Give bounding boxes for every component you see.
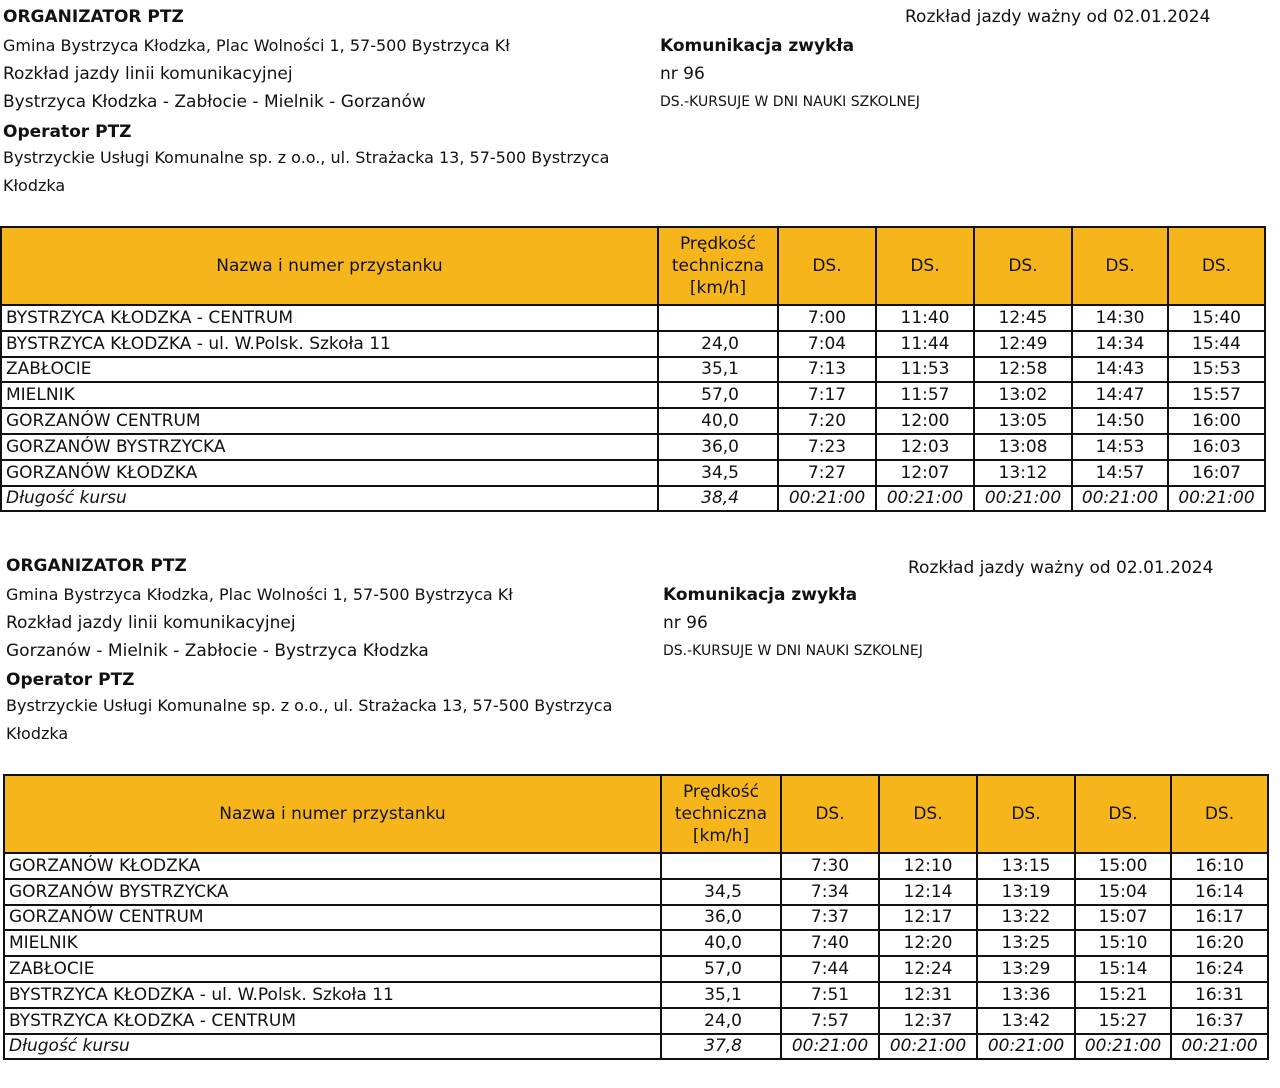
stop-name: BYSTRZYCA KŁODZKA - CENTRUM xyxy=(4,1008,661,1034)
departure-time: 11:53 xyxy=(876,357,974,383)
course-note: DS.-KURSUJE W DNI NAUKI SZKOLNEJ xyxy=(663,643,923,659)
stop-name-header: Nazwa i numer przystanku xyxy=(1,227,658,305)
departure-time: 13:36 xyxy=(977,982,1075,1008)
departure-time: 13:19 xyxy=(977,879,1075,905)
table-row xyxy=(1,305,1265,331)
speed-value: 35,1 xyxy=(661,982,781,1008)
departure-time: 7:30 xyxy=(781,853,879,879)
line-number: nr 96 xyxy=(660,64,705,84)
speed-value: 34,5 xyxy=(661,879,781,905)
organizer-label: ORGANIZATOR PTZ xyxy=(6,556,187,576)
departure-time: 12:10 xyxy=(879,853,977,879)
departure-time: 12:37 xyxy=(879,1008,977,1034)
stop-name: BYSTRZYCA KŁODZKA - ul. W.Polsk. Szkoła 11 xyxy=(1,331,658,357)
table-row xyxy=(1,408,1265,434)
course-duration: 00:21:00 xyxy=(781,1034,879,1060)
stop-name: BYSTRZYCA KŁODZKA - CENTRUM xyxy=(1,305,658,331)
departure-time: 16:00 xyxy=(1168,408,1265,434)
departure-time: 15:57 xyxy=(1168,382,1265,408)
speed-value: 40,0 xyxy=(658,408,778,434)
departure-time: 13:42 xyxy=(977,1008,1075,1034)
schedule-type: Rozkład jazdy linii komunikacyjnej xyxy=(3,64,293,84)
departure-time: 16:07 xyxy=(1168,460,1265,486)
course-duration: 00:21:00 xyxy=(778,486,876,512)
speed-value: 36,0 xyxy=(658,434,778,460)
stop-name: MIELNIK xyxy=(1,382,658,408)
departure-time: 15:00 xyxy=(1075,853,1171,879)
table-row xyxy=(4,956,1268,982)
departure-time: 15:07 xyxy=(1075,905,1171,931)
departure-time: 16:03 xyxy=(1168,434,1265,460)
departure-time: 7:37 xyxy=(781,905,879,931)
departure-time: 14:30 xyxy=(1072,305,1168,331)
course-header: DS. xyxy=(879,775,977,853)
departure-time: 13:25 xyxy=(977,930,1075,956)
course-header: DS. xyxy=(974,227,1072,305)
header-row xyxy=(4,775,1268,853)
departure-time: 15:44 xyxy=(1168,331,1265,357)
speed-header-line3: [km/h] xyxy=(689,278,747,298)
stop-name: GORZANÓW KŁODZKA xyxy=(4,853,661,879)
departure-time: 7:34 xyxy=(781,879,879,905)
stop-name: GORZANÓW CENTRUM xyxy=(1,408,658,434)
service-type: Komunikacja zwykła xyxy=(663,585,858,605)
total-row xyxy=(1,486,1265,512)
speed-value: 35,1 xyxy=(658,357,778,383)
speed-value: 36,0 xyxy=(661,905,781,931)
departure-time: 16:24 xyxy=(1171,956,1268,982)
departure-time: 7:04 xyxy=(778,331,876,357)
course-duration: 00:21:00 xyxy=(879,1034,977,1060)
course-length-label: Długość kursu xyxy=(1,486,658,512)
course-header: DS. xyxy=(1171,775,1268,853)
departure-time: 12:24 xyxy=(879,956,977,982)
schedule-type: Rozkład jazdy linii komunikacyjnej xyxy=(6,613,296,633)
course-duration: 00:21:00 xyxy=(1075,1034,1171,1060)
speed-header-line2: techniczna xyxy=(674,804,768,824)
departure-time: 7:00 xyxy=(778,305,876,331)
table-row xyxy=(4,879,1268,905)
departure-time: 15:40 xyxy=(1168,305,1265,331)
course-duration: 00:21:00 xyxy=(1072,486,1168,512)
total-row xyxy=(4,1034,1268,1060)
departure-time: 11:40 xyxy=(876,305,974,331)
table-row xyxy=(4,982,1268,1008)
route-title: Gorzanów - Mielnik - Zabłocie - Bystrzyca Kłodzka xyxy=(6,641,429,661)
valid-from: Rozkład jazdy ważny od 02.01.2024 xyxy=(908,558,1214,578)
departure-time: 7:27 xyxy=(778,460,876,486)
stop-name: BYSTRZYCA KŁODZKA - ul. W.Polsk. Szkoła 11 xyxy=(4,982,661,1008)
table-row xyxy=(4,853,1268,879)
departure-time: 16:10 xyxy=(1171,853,1268,879)
speed-value: 24,0 xyxy=(661,1008,781,1034)
average-speed: 38,4 xyxy=(658,486,778,512)
departure-time: 13:22 xyxy=(977,905,1075,931)
departure-time: 7:23 xyxy=(778,434,876,460)
stop-name: GORZANÓW BYSTRZYCKA xyxy=(4,879,661,905)
valid-from: Rozkład jazdy ważny od 02.01.2024 xyxy=(905,7,1211,27)
operator-address-cont: Kłodzka xyxy=(3,176,66,195)
departure-time: 14:50 xyxy=(1072,408,1168,434)
speed-header-line1: Prędkość xyxy=(679,234,757,254)
speed-value: 40,0 xyxy=(661,930,781,956)
departure-time: 16:17 xyxy=(1171,905,1268,931)
departure-time: 12:58 xyxy=(974,357,1072,383)
course-duration: 00:21:00 xyxy=(977,1034,1075,1060)
speed-header-line3: [km/h] xyxy=(692,826,750,846)
departure-time: 13:29 xyxy=(977,956,1075,982)
departure-time: 14:34 xyxy=(1072,331,1168,357)
departure-time: 12:31 xyxy=(879,982,977,1008)
departure-time: 15:10 xyxy=(1075,930,1171,956)
departure-time: 12:49 xyxy=(974,331,1072,357)
table-row xyxy=(1,331,1265,357)
speed-value xyxy=(658,305,778,331)
departure-time: 11:57 xyxy=(876,382,974,408)
operator-label: Operator PTZ xyxy=(3,122,132,142)
course-duration: 00:21:00 xyxy=(1171,1034,1268,1060)
departure-time: 14:47 xyxy=(1072,382,1168,408)
departure-time: 7:57 xyxy=(781,1008,879,1034)
departure-time: 7:51 xyxy=(781,982,879,1008)
speed-header-line1: Prędkość xyxy=(682,782,760,802)
operator-address-cont: Kłodzka xyxy=(6,724,69,743)
departure-time: 12:20 xyxy=(879,930,977,956)
departure-time: 12:45 xyxy=(974,305,1072,331)
course-header: DS. xyxy=(1168,227,1265,305)
departure-time: 13:12 xyxy=(974,460,1072,486)
departure-time: 7:40 xyxy=(781,930,879,956)
departure-time: 7:13 xyxy=(778,357,876,383)
departure-time: 12:14 xyxy=(879,879,977,905)
departure-time: 11:44 xyxy=(876,331,974,357)
speed-value: 57,0 xyxy=(661,956,781,982)
speed-header-line2: techniczna xyxy=(671,256,765,276)
course-header: DS. xyxy=(1075,775,1171,853)
speed-header xyxy=(661,775,781,853)
course-header: DS. xyxy=(876,227,974,305)
stop-name: GORZANÓW KŁODZKA xyxy=(1,460,658,486)
operator-address: Bystrzyckie Usługi Komunalne sp. z o.o., ul. Strażacka 13, 57-500 Bystrzyca xyxy=(6,696,613,715)
course-header: DS. xyxy=(1072,227,1168,305)
departure-time: 15:14 xyxy=(1075,956,1171,982)
organizer-label: ORGANIZATOR PTZ xyxy=(3,7,184,27)
course-length-label: Długość kursu xyxy=(4,1034,661,1060)
course-note: DS.-KURSUJE W DNI NAUKI SZKOLNEJ xyxy=(660,94,920,110)
course-duration: 00:21:00 xyxy=(1168,486,1265,512)
speed-value: 34,5 xyxy=(658,460,778,486)
departure-time: 15:53 xyxy=(1168,357,1265,383)
speed-header xyxy=(658,227,778,305)
timetable-table xyxy=(3,774,1269,1060)
departure-time: 7:20 xyxy=(778,408,876,434)
departure-time: 16:14 xyxy=(1171,879,1268,905)
course-header: DS. xyxy=(781,775,879,853)
organizer-address: Gmina Bystrzyca Kłodzka, Plac Wolności 1, 57-500 Bystrzyca Kł xyxy=(3,36,510,55)
departure-time: 15:27 xyxy=(1075,1008,1171,1034)
table-row xyxy=(4,930,1268,956)
table-row xyxy=(1,382,1265,408)
departure-time: 13:02 xyxy=(974,382,1072,408)
stop-name: ZABŁOCIE xyxy=(4,956,661,982)
departure-time: 14:53 xyxy=(1072,434,1168,460)
operator-label: Operator PTZ xyxy=(6,670,135,690)
departure-time: 7:44 xyxy=(781,956,879,982)
departure-time: 16:37 xyxy=(1171,1008,1268,1034)
table-row xyxy=(1,434,1265,460)
departure-time: 15:21 xyxy=(1075,982,1171,1008)
departure-time: 7:17 xyxy=(778,382,876,408)
stop-name: ZABŁOCIE xyxy=(1,357,658,383)
departure-time: 13:15 xyxy=(977,853,1075,879)
operator-address: Bystrzyckie Usługi Komunalne sp. z o.o., ul. Strażacka 13, 57-500 Bystrzyca xyxy=(3,148,610,167)
course-header: DS. xyxy=(778,227,876,305)
course-header: DS. xyxy=(977,775,1075,853)
departure-time: 14:57 xyxy=(1072,460,1168,486)
stop-name: MIELNIK xyxy=(4,930,661,956)
table-row xyxy=(1,460,1265,486)
stop-name: GORZANÓW CENTRUM xyxy=(4,905,661,931)
departure-time: 13:05 xyxy=(974,408,1072,434)
departure-time: 12:17 xyxy=(879,905,977,931)
departure-time: 15:04 xyxy=(1075,879,1171,905)
departure-time: 16:20 xyxy=(1171,930,1268,956)
service-type: Komunikacja zwykła xyxy=(660,36,855,56)
departure-time: 12:00 xyxy=(876,408,974,434)
departure-time: 14:43 xyxy=(1072,357,1168,383)
table-row xyxy=(4,1008,1268,1034)
line-number: nr 96 xyxy=(663,613,708,633)
stop-name: GORZANÓW BYSTRZYCKA xyxy=(1,434,658,460)
speed-value: 24,0 xyxy=(658,331,778,357)
timetable-table xyxy=(0,226,1266,512)
header-row xyxy=(1,227,1265,305)
departure-time: 12:03 xyxy=(876,434,974,460)
course-duration: 00:21:00 xyxy=(876,486,974,512)
table-row xyxy=(1,357,1265,383)
speed-value: 57,0 xyxy=(658,382,778,408)
speed-value xyxy=(661,853,781,879)
stop-name-header: Nazwa i numer przystanku xyxy=(4,775,661,853)
route-title: Bystrzyca Kłodzka - Zabłocie - Mielnik - Gorzanów xyxy=(3,92,426,112)
departure-time: 13:08 xyxy=(974,434,1072,460)
course-duration: 00:21:00 xyxy=(974,486,1072,512)
departure-time: 16:31 xyxy=(1171,982,1268,1008)
organizer-address: Gmina Bystrzyca Kłodzka, Plac Wolności 1, 57-500 Bystrzyca Kł xyxy=(6,585,513,604)
average-speed: 37,8 xyxy=(661,1034,781,1060)
table-row xyxy=(4,905,1268,931)
departure-time: 12:07 xyxy=(876,460,974,486)
